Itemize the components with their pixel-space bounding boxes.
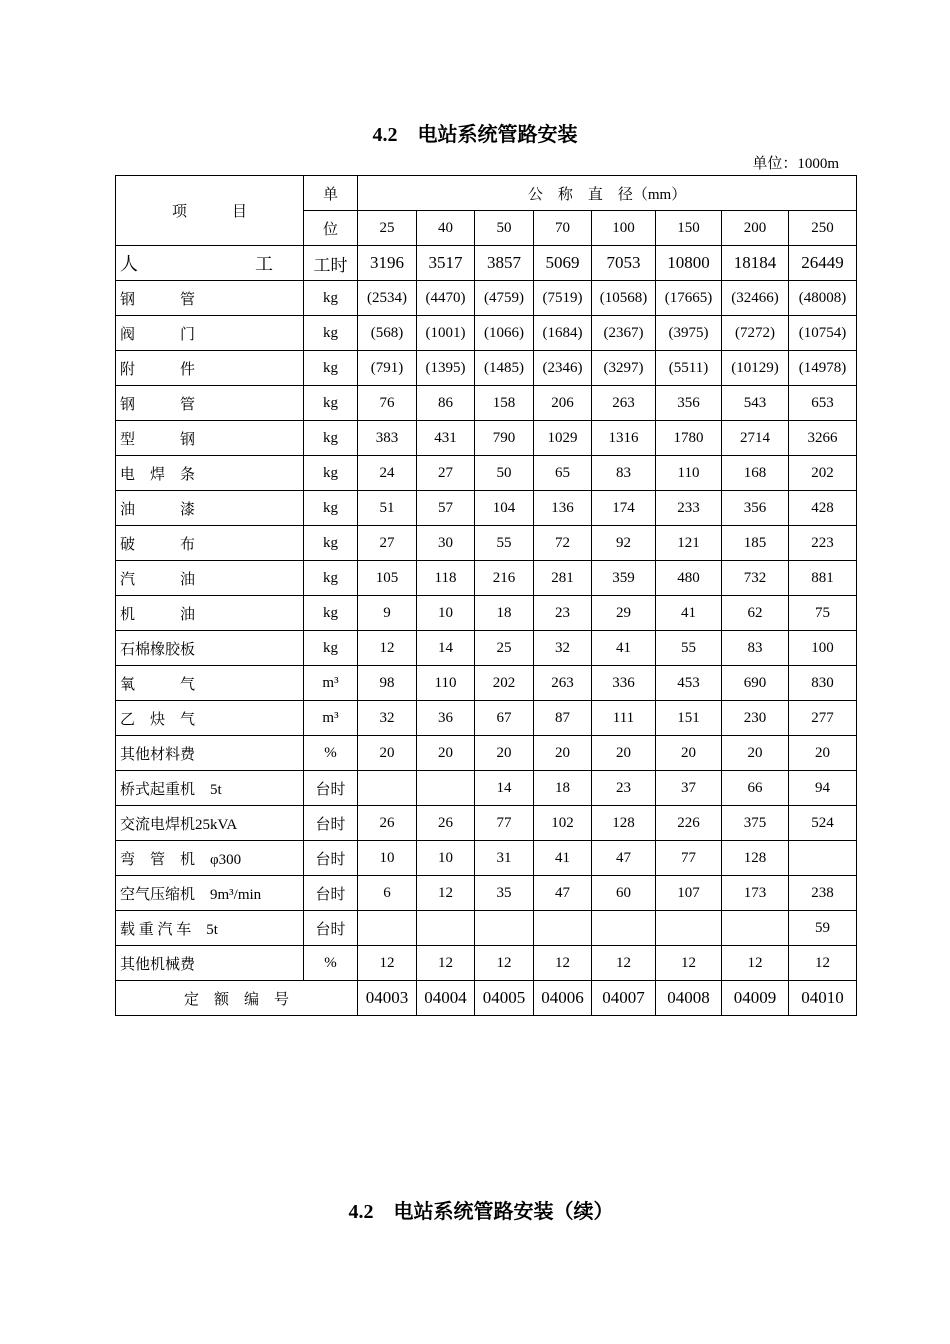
row-value: 10: [417, 596, 475, 631]
row-value: 72: [534, 526, 592, 561]
labor-label: [116, 246, 304, 281]
row-value: 77: [475, 806, 534, 841]
row-value: 36: [417, 701, 475, 736]
row-value: 111: [592, 701, 656, 736]
header-diameter: 公 称 直 径（mm）: [358, 176, 857, 211]
row-value: 100: [789, 631, 857, 666]
header-row-1: [116, 176, 857, 211]
row-label: 空气压缩机 9m³/min: [116, 876, 304, 911]
row-value: (1395): [417, 351, 475, 386]
unit-note: 单位：1000m: [752, 156, 839, 172]
row-value: 24: [358, 456, 417, 491]
row-value: 92: [592, 526, 656, 561]
row-unit: 台时: [304, 911, 358, 946]
row-value: 881: [789, 561, 857, 596]
row-value: 173: [722, 876, 789, 911]
quota-code: 04003: [358, 981, 417, 1016]
row-value: (791): [358, 351, 417, 386]
quota-table: [115, 175, 857, 1016]
row-value: [722, 911, 789, 946]
row-value: 233: [656, 491, 722, 526]
row-label: 阀 门: [116, 316, 304, 351]
row-value: 12: [475, 946, 534, 981]
row-value: (3297): [592, 351, 656, 386]
row-value: [789, 841, 857, 876]
row-value: 2714: [722, 421, 789, 456]
quota-code: 04004: [417, 981, 475, 1016]
row-unit: kg: [304, 316, 358, 351]
row-value: 107: [656, 876, 722, 911]
row-label: 乙 炔 气: [116, 701, 304, 736]
row-value: 356: [656, 386, 722, 421]
row-value: 6: [358, 876, 417, 911]
row-value: (1066): [475, 316, 534, 351]
row-value: 47: [534, 876, 592, 911]
diameter-header: 250: [789, 211, 857, 246]
table-row: [116, 491, 857, 526]
table-row: [116, 701, 857, 736]
quota-code: 04009: [722, 981, 789, 1016]
row-value: [417, 771, 475, 806]
quota-code: 04006: [534, 981, 592, 1016]
row-value: 86: [417, 386, 475, 421]
row-value: (10568): [592, 281, 656, 316]
row-value: 77: [656, 841, 722, 876]
row-value: 185: [722, 526, 789, 561]
row-value: 383: [358, 421, 417, 456]
row-label: 其他材料费: [116, 736, 304, 771]
row-unit: kg: [304, 281, 358, 316]
row-value: 59: [789, 911, 857, 946]
row-value: 18: [475, 596, 534, 631]
row-value: 10: [417, 841, 475, 876]
row-value: (17665): [656, 281, 722, 316]
row-value: 41: [656, 596, 722, 631]
table-row: [116, 526, 857, 561]
row-value: 83: [722, 631, 789, 666]
diameter-header: 40: [417, 211, 475, 246]
row-value: 102: [534, 806, 592, 841]
row-value: 104: [475, 491, 534, 526]
row-value: 12: [722, 946, 789, 981]
labor-value: 26449: [789, 246, 857, 281]
row-unit: kg: [304, 386, 358, 421]
table-row: [116, 421, 857, 456]
row-value: 20: [656, 736, 722, 771]
table-row: [116, 876, 857, 911]
row-value: (568): [358, 316, 417, 351]
row-unit: 台时: [304, 771, 358, 806]
row-value: 55: [656, 631, 722, 666]
quota-code: 04008: [656, 981, 722, 1016]
quota-code: 04010: [789, 981, 857, 1016]
row-value: 14: [475, 771, 534, 806]
table-row: [116, 771, 857, 806]
row-value: 136: [534, 491, 592, 526]
table-row: [116, 316, 857, 351]
row-value: 14: [417, 631, 475, 666]
table-row: [116, 736, 857, 771]
row-value: 12: [656, 946, 722, 981]
row-unit: m³: [304, 701, 358, 736]
row-unit: m³: [304, 666, 358, 701]
row-value: 453: [656, 666, 722, 701]
labor-row: [116, 246, 857, 281]
table-row: [116, 386, 857, 421]
row-value: 12: [534, 946, 592, 981]
row-value: [656, 911, 722, 946]
labor-value: 3857: [475, 246, 534, 281]
labor-label-left: 人: [120, 254, 138, 274]
row-unit: %: [304, 946, 358, 981]
row-value: 37: [656, 771, 722, 806]
row-value: 27: [358, 526, 417, 561]
row-value: 20: [417, 736, 475, 771]
row-value: (5511): [656, 351, 722, 386]
row-value: 216: [475, 561, 534, 596]
row-value: 32: [534, 631, 592, 666]
labor-value: 10800: [656, 246, 722, 281]
table-row: [116, 561, 857, 596]
row-label: 机 油: [116, 596, 304, 631]
row-value: 41: [534, 841, 592, 876]
row-value: (7272): [722, 316, 789, 351]
row-label: 交流电焊机25kVA: [116, 806, 304, 841]
row-label: 电 焊 条: [116, 456, 304, 491]
row-value: 51: [358, 491, 417, 526]
row-unit: 台时: [304, 806, 358, 841]
row-value: [475, 911, 534, 946]
row-value: 25: [475, 631, 534, 666]
row-unit: kg: [304, 561, 358, 596]
row-unit: kg: [304, 596, 358, 631]
row-value: 62: [722, 596, 789, 631]
table-row: [116, 596, 857, 631]
table-row: [116, 806, 857, 841]
row-value: 281: [534, 561, 592, 596]
row-value: 12: [417, 876, 475, 911]
row-value: 10: [358, 841, 417, 876]
row-label: 型 钢: [116, 421, 304, 456]
row-value: [534, 911, 592, 946]
row-value: 26: [358, 806, 417, 841]
row-value: (3975): [656, 316, 722, 351]
row-value: 830: [789, 666, 857, 701]
diameter-header: 200: [722, 211, 789, 246]
row-value: 23: [592, 771, 656, 806]
row-label: 石棉橡胶板: [116, 631, 304, 666]
labor-value: 18184: [722, 246, 789, 281]
row-value: 57: [417, 491, 475, 526]
labor-value: 7053: [592, 246, 656, 281]
row-value: (1001): [417, 316, 475, 351]
row-value: 263: [592, 386, 656, 421]
row-value: 653: [789, 386, 857, 421]
row-unit: %: [304, 736, 358, 771]
row-label: 破 布: [116, 526, 304, 561]
row-unit: 台时: [304, 876, 358, 911]
row-value: 238: [789, 876, 857, 911]
diameter-header: 25: [358, 211, 417, 246]
row-value: 65: [534, 456, 592, 491]
row-label: 其他机械费: [116, 946, 304, 981]
row-value: 67: [475, 701, 534, 736]
table-row: [116, 281, 857, 316]
row-value: 20: [789, 736, 857, 771]
row-value: 9: [358, 596, 417, 631]
row-value: 375: [722, 806, 789, 841]
row-value: (10754): [789, 316, 857, 351]
row-unit: 台时: [304, 841, 358, 876]
row-value: 480: [656, 561, 722, 596]
quota-code: 04005: [475, 981, 534, 1016]
row-value: 359: [592, 561, 656, 596]
row-label: 油 漆: [116, 491, 304, 526]
row-label: 载 重 汽 车 5t: [116, 911, 304, 946]
row-unit: kg: [304, 491, 358, 526]
row-value: (1485): [475, 351, 534, 386]
row-value: 12: [417, 946, 475, 981]
row-value: 30: [417, 526, 475, 561]
row-value: 226: [656, 806, 722, 841]
labor-label-right: 工: [255, 254, 273, 274]
row-value: 29: [592, 596, 656, 631]
row-value: 3266: [789, 421, 857, 456]
row-value: [358, 771, 417, 806]
row-value: 83: [592, 456, 656, 491]
row-unit: kg: [304, 526, 358, 561]
row-value: 543: [722, 386, 789, 421]
row-value: 87: [534, 701, 592, 736]
row-value: (4470): [417, 281, 475, 316]
row-value: [358, 911, 417, 946]
row-value: 121: [656, 526, 722, 561]
row-value: 206: [534, 386, 592, 421]
row-value: 431: [417, 421, 475, 456]
row-value: 128: [722, 841, 789, 876]
row-value: (48008): [789, 281, 857, 316]
row-value: 55: [475, 526, 534, 561]
row-value: 50: [475, 456, 534, 491]
row-value: 202: [475, 666, 534, 701]
row-value: 18: [534, 771, 592, 806]
row-value: 223: [789, 526, 857, 561]
diameter-header: 70: [534, 211, 592, 246]
diameter-header: 100: [592, 211, 656, 246]
row-value: [592, 911, 656, 946]
row-value: 20: [592, 736, 656, 771]
table-row: [116, 351, 857, 386]
row-value: 60: [592, 876, 656, 911]
row-value: 20: [534, 736, 592, 771]
row-label: 钢 管: [116, 386, 304, 421]
row-value: 20: [475, 736, 534, 771]
row-label: 氧 气: [116, 666, 304, 701]
table-row: [116, 841, 857, 876]
row-value: 1316: [592, 421, 656, 456]
row-value: 356: [722, 491, 789, 526]
row-label: 汽 油: [116, 561, 304, 596]
labor-value: 3196: [358, 246, 417, 281]
row-value: 66: [722, 771, 789, 806]
row-value: 105: [358, 561, 417, 596]
row-value: 31: [475, 841, 534, 876]
header-unit-line1: 单: [304, 176, 358, 211]
row-value: (1684): [534, 316, 592, 351]
row-value: 118: [417, 561, 475, 596]
row-value: 23: [534, 596, 592, 631]
row-label: 桥式起重机 5t: [116, 771, 304, 806]
row-value: (2346): [534, 351, 592, 386]
row-value: (2534): [358, 281, 417, 316]
row-value: 12: [592, 946, 656, 981]
row-value: 110: [417, 666, 475, 701]
row-value: 158: [475, 386, 534, 421]
row-value: 174: [592, 491, 656, 526]
row-value: 12: [358, 946, 417, 981]
diameter-header: 150: [656, 211, 722, 246]
row-label: 附 件: [116, 351, 304, 386]
row-label: 钢 管: [116, 281, 304, 316]
row-value: 47: [592, 841, 656, 876]
table-row: [116, 666, 857, 701]
header-unit-line2: 位: [304, 211, 358, 246]
table-row: [116, 911, 857, 946]
row-value: 76: [358, 386, 417, 421]
labor-value: 3517: [417, 246, 475, 281]
row-value: [417, 911, 475, 946]
diameter-header: 50: [475, 211, 534, 246]
row-value: (2367): [592, 316, 656, 351]
row-value: 690: [722, 666, 789, 701]
row-value: 732: [722, 561, 789, 596]
row-value: 32: [358, 701, 417, 736]
row-value: 35: [475, 876, 534, 911]
row-value: 98: [358, 666, 417, 701]
row-value: 110: [656, 456, 722, 491]
table-row: [116, 631, 857, 666]
continuation-title: 4.2 电站系统管路安装（续）: [348, 1201, 614, 1223]
row-value: 94: [789, 771, 857, 806]
row-unit: kg: [304, 421, 358, 456]
row-value: 1029: [534, 421, 592, 456]
row-value: 128: [592, 806, 656, 841]
row-unit: kg: [304, 351, 358, 386]
row-label: 弯 管 机 φ300: [116, 841, 304, 876]
row-value: (10129): [722, 351, 789, 386]
table-row: [116, 946, 857, 981]
row-value: 1780: [656, 421, 722, 456]
quota-code: 04007: [592, 981, 656, 1016]
table-row: [116, 456, 857, 491]
row-value: 20: [358, 736, 417, 771]
row-value: 20: [722, 736, 789, 771]
row-value: (32466): [722, 281, 789, 316]
row-value: 12: [358, 631, 417, 666]
code-label: 定 额 编 号: [116, 981, 358, 1016]
row-value: 27: [417, 456, 475, 491]
row-value: 263: [534, 666, 592, 701]
row-value: (14978): [789, 351, 857, 386]
row-value: 202: [789, 456, 857, 491]
row-value: (4759): [475, 281, 534, 316]
row-value: 428: [789, 491, 857, 526]
row-value: 277: [789, 701, 857, 736]
row-value: 790: [475, 421, 534, 456]
row-value: 524: [789, 806, 857, 841]
row-value: 168: [722, 456, 789, 491]
row-unit: kg: [304, 631, 358, 666]
row-value: 12: [789, 946, 857, 981]
row-value: 41: [592, 631, 656, 666]
row-value: 230: [722, 701, 789, 736]
labor-unit: 工时: [304, 246, 358, 281]
row-value: 75: [789, 596, 857, 631]
row-value: (7519): [534, 281, 592, 316]
row-unit: kg: [304, 456, 358, 491]
labor-value: 5069: [534, 246, 592, 281]
code-row: [116, 981, 857, 1016]
header-item: 项 目: [116, 176, 304, 246]
page-title: 4.2 电站系统管路安装: [372, 124, 578, 146]
row-value: 151: [656, 701, 722, 736]
row-value: 26: [417, 806, 475, 841]
row-value: 336: [592, 666, 656, 701]
